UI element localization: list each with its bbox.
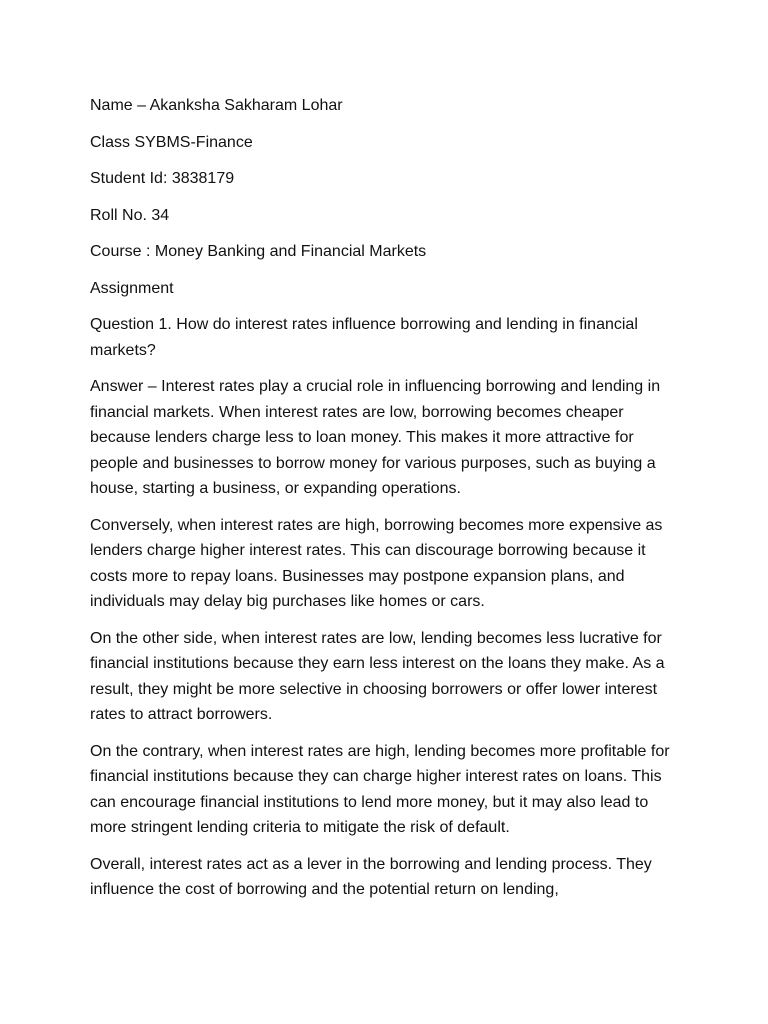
- answer-paragraph: On the other side, when interest rates are low, lending becomes less lucrative for financial institutions because they earn less interest on the loans they make. As a result, they might be more selective in choosing borrowers or offer lower interest rates to attract borrowers.: [90, 629, 665, 723]
- student-name: Name – Akanksha Sakharam Lohar: [90, 97, 343, 114]
- document-body: [90, 93, 682, 914]
- roll-number: Roll No. 34: [90, 206, 170, 224]
- question-text: Question 1. How do interest rates influence borrowing and lending in financial markets?: [90, 316, 638, 359]
- answer-paragraph: Answer – Interest rates play a crucial role in influencing borrowing and lending in financial markets. When interest rates are low, borrowing becomes cheaper because lenders charge less to loan money. This makes it more attractive for people and businesses to borrow money for various purposes, such as buying a house, starting a business, or expanding operations.: [90, 378, 661, 497]
- course-title: Course : Money Banking and Financial Markets: [90, 243, 427, 260]
- answer-paragraph: Conversely, when interest rates are high, borrowing becomes more expensive as lenders charge higher interest rates. This can discourage borrowing because it costs more to repay loans. Businesses may postpone expansion plans, and individuals may delay big purchases like homes or cars.: [90, 516, 663, 610]
- student-class: Class SYBMS-Finance: [90, 133, 253, 151]
- assignment-label: Assignment: [90, 279, 174, 297]
- answer-paragraph: On the contrary, when interest rates are high, lending becomes more profitable for financial institutions because they can charge higher interest rates on loans. This can encourage financial institutions to lend more money, but it may also lead to more stringent lending criteria to mitigate the risk of default.: [90, 742, 670, 836]
- student-id: Student Id: 3838179: [90, 170, 235, 187]
- answer-paragraph: Overall, interest rates act as a lever in the borrowing and lending process. They influence the cost of borrowing and the potential return on lending,: [90, 855, 652, 898]
